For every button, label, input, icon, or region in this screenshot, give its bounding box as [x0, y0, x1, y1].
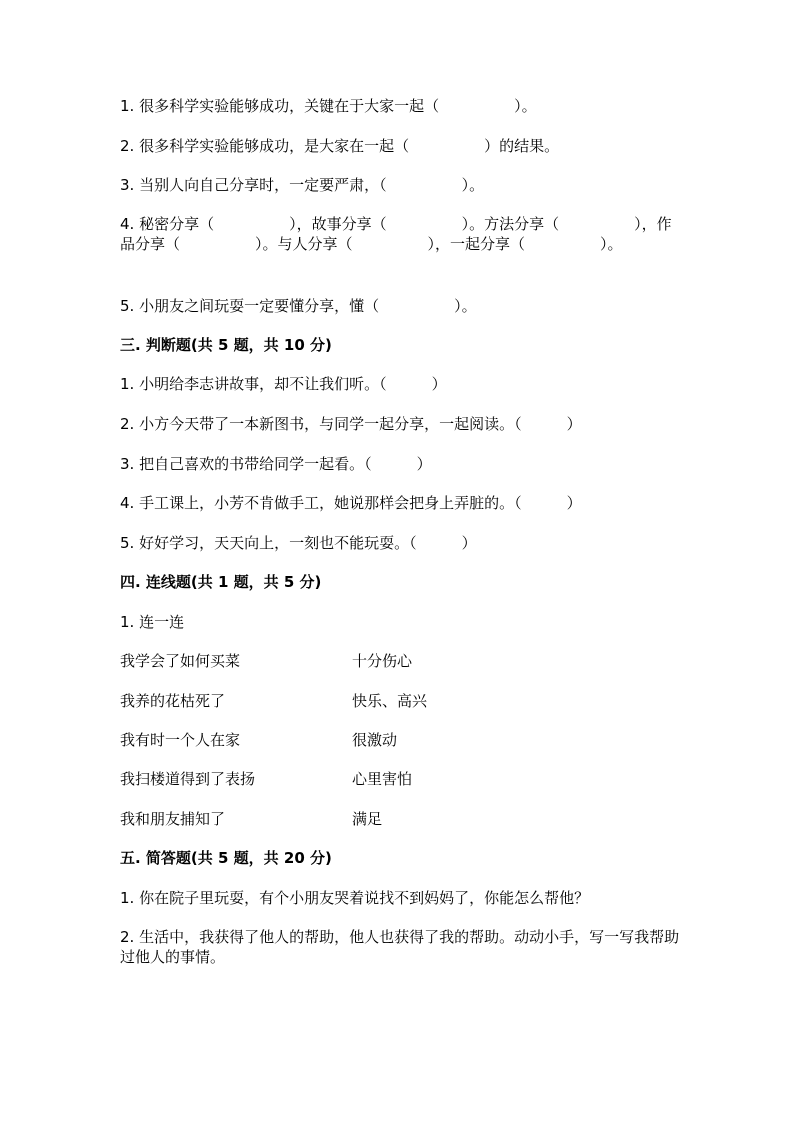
short-answer-question-2: 2. 生活中，我获得了他人的帮助，他人也获得了我的帮助。动动小手，写一写我帮助过他人的事情。: [120, 928, 680, 966]
matching-left-item: 我有时一个人在家: [120, 731, 241, 749]
judgement-question-4: 4. 手工课上，小芳不肯做手工，她说那样会把身上弄脏的。（ ）: [120, 494, 582, 512]
section-title-matching: 四. 连线题(共 1 题，共 5 分): [120, 573, 322, 591]
fill-blank-question-1: 1. 很多科学实验能够成功，关键在于大家一起（ ）。: [120, 97, 537, 115]
judgement-question-2: 2. 小方今天带了一本新图书，与同学一起分享，一起阅读。（ ）: [120, 415, 582, 433]
matching-left-item: 我和朋友捕知了: [120, 810, 226, 828]
matching-row: [120, 730, 690, 750]
fill-blank-question-5: 5. 小朋友之间玩耍一定要懂分享，懂（ ）。: [120, 297, 477, 315]
matching-left-item: 我学会了如何买菜: [120, 652, 241, 670]
judgement-question-5: 5. 好好学习，天天向上，一刻也不能玩耍。（ ）: [120, 534, 477, 552]
short-answer-question-1: 1. 你在院子里玩耍，有个小朋友哭着说找不到妈妈了，你能怎么帮他？: [120, 889, 590, 907]
matching-left-item: 我养的花枯死了: [120, 692, 226, 710]
matching-row: [120, 691, 690, 711]
matching-right-item: 快乐、高兴: [352, 692, 428, 710]
matching-right-item: 十分伤心: [352, 652, 413, 670]
section-title-short-answer: 五. 简答题(共 5 题，共 20 分): [120, 849, 332, 867]
fill-blank-question-2: 2. 很多科学实验能够成功，是大家在一起（ ）的结果。: [120, 137, 560, 155]
fill-blank-question-4: 4. 秘密分享（ ），故事分享（ ）。方法分享（ ），作品分享（ ）。与人分享（ ），一起分享（ ）。: [120, 215, 672, 253]
matching-row: [120, 651, 690, 671]
matching-row: [120, 769, 690, 789]
matching-question: 1. 连一连: [120, 613, 185, 631]
matching-right-item: 很激动: [352, 731, 398, 749]
section-title-judgement: 三. 判断题(共 5 题，共 10 分): [120, 336, 332, 354]
matching-left-item: 我扫楼道得到了表扬: [120, 770, 256, 788]
judgement-question-1: 1. 小明给李志讲故事，却不让我们听。（ ）: [120, 375, 447, 393]
matching-right-item: 心里害怕: [352, 770, 413, 788]
judgement-question-3: 3. 把自己喜欢的书带给同学一起看。（ ）: [120, 455, 432, 473]
matching-row: [120, 809, 690, 829]
matching-right-item: 满足: [352, 810, 383, 828]
fill-blank-question-3: 3. 当别人向自己分享时，一定要严肃，（ ）。: [120, 176, 485, 194]
